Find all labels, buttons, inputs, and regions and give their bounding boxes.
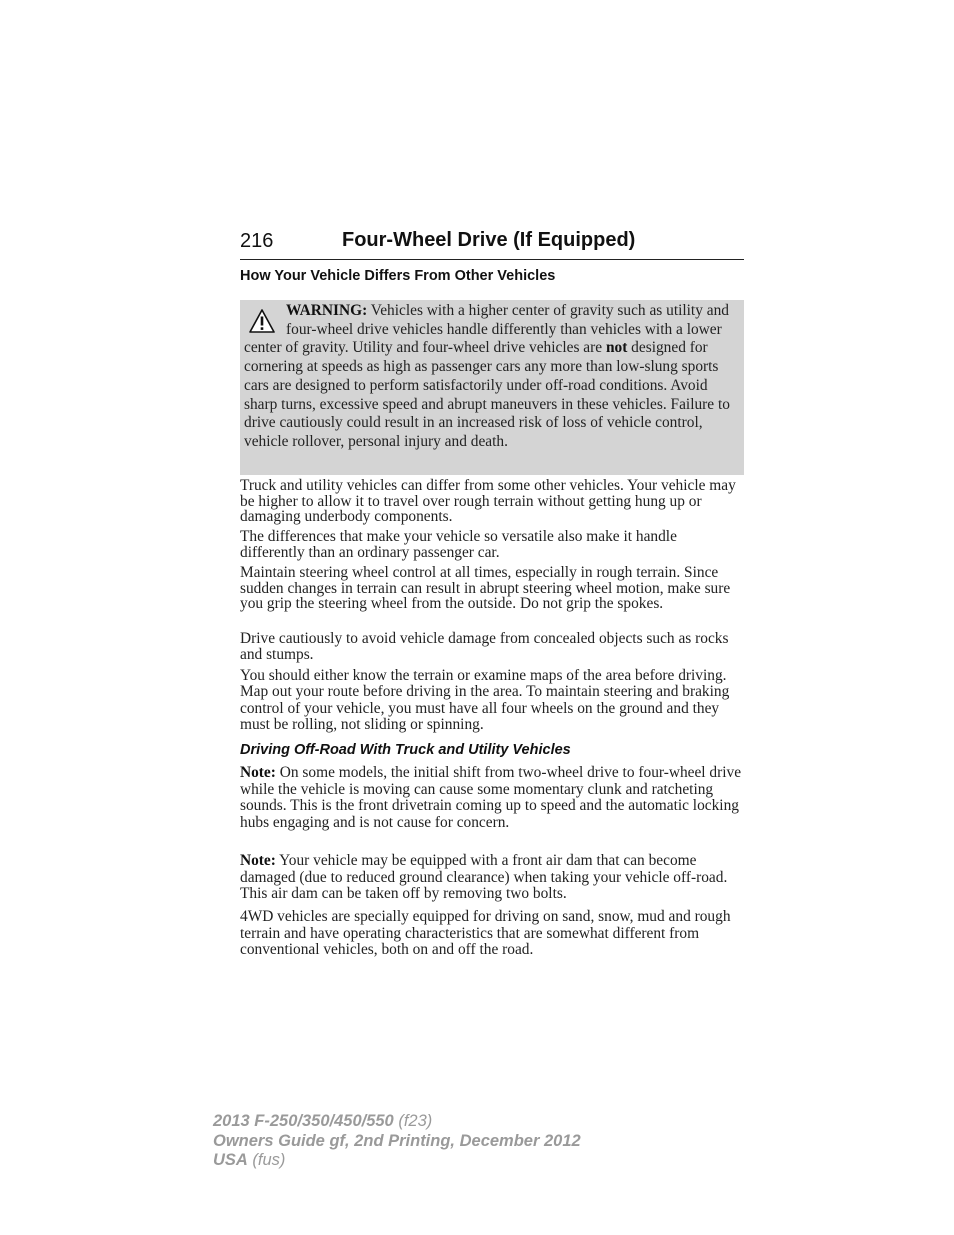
paragraph-4: Drive cautiously to avoid vehicle damage from concealed objects such as rocks and stumps. <box>240 630 729 663</box>
warning-emphasis: not <box>605 339 628 357</box>
footer-line-3 <box>213 1151 581 1171</box>
warning-label: WARNING: <box>286 302 368 319</box>
closing-paragraph: 4WD vehicles are specially equipped for driving on sand, snow, mud and rough terrain and have operating characteristics that are somewhat different from conventional vehicles, both on and off the road. <box>240 908 731 959</box>
paragraph-1: Truck and utility vehicles can differ from some other vehicles. Your vehicle may be higher to allow it to travel over rough terrain without getting hung up or damaging underbody components. <box>240 477 736 526</box>
footer-model-code: (f23) <box>393 1112 433 1130</box>
page-number: 216 <box>240 230 274 252</box>
footer-line-1 <box>213 1112 581 1132</box>
note-2-label: Note: <box>240 852 276 869</box>
footer-region-code: (fus) <box>247 1151 286 1169</box>
warning-text-part-1: Vehicles with a higher center of gravity such as utility and four-wheel drive vehicles handle differently than vehicles with a lower center of gravity. Utility and four-wheel drive vehicles are <box>244 302 729 357</box>
section-heading: How Your Vehicle Differs From Other Vehicles <box>240 268 556 284</box>
footer-region: USA <box>213 1151 248 1169</box>
paragraph-5: You should either know the terrain or examine maps of the area before driving. Map out your route before driving in the area. To maintain steering and braking control of your vehicle, you must have all four wheels on the ground and they must be rolling, not sliding or spinning. <box>240 667 730 733</box>
note-2-text: Your vehicle may be equipped with a front air dam that can become damaged (due to reduced ground clearance) when taking your vehicle off-road. This air dam can be taken off by removing two bolts. <box>240 852 728 903</box>
subsection-heading: Driving Off-Road With Truck and Utility Vehicles <box>240 742 571 758</box>
paragraph-2: The differences that make your vehicle so versatile also make it handle differently than an ordinary passenger car. <box>240 528 677 561</box>
footer <box>213 1112 581 1171</box>
note-1 <box>240 765 744 831</box>
note-2 <box>240 853 744 903</box>
note-1-text: On some models, the initial shift from two-wheel drive to four-wheel drive while the vehicle is moving can cause some momentary clunk and ratcheting sounds. This is the front drivetrain coming up to speed and the automatic locking hubs engaging and is not cause for concern. <box>240 764 742 831</box>
page-header <box>240 228 744 260</box>
footer-line-2: Owners Guide gf, 2nd Printing, December 2012 <box>213 1131 581 1150</box>
note-1-label: Note: <box>240 764 276 781</box>
footer-model: 2013 F-250/350/450/550 <box>213 1112 394 1130</box>
warning-text <box>244 302 736 452</box>
chapter-title: Four-Wheel Drive (If Equipped) <box>342 229 636 251</box>
warning-text-part-2: designed for cornering at speeds as high as passenger cars any more than low-slung sports cars are designed to perform satisfactorily under off-road conditions. Avoid sharp turns, excessive speed and abrupt maneuvers in these vehicles. Failure to drive cautiously could result in an increased risk of loss of vehicle control, vehicle rollover, personal injury and death. <box>244 339 730 450</box>
paragraph-3: Maintain steering wheel control at all times, especially in rough terrain. Since sudden changes in terrain can result in abrupt steering wheel motion, make sure you grip the steering wheel from the outside. Do not grip the spokes. <box>240 564 731 613</box>
warning-box <box>240 300 744 475</box>
